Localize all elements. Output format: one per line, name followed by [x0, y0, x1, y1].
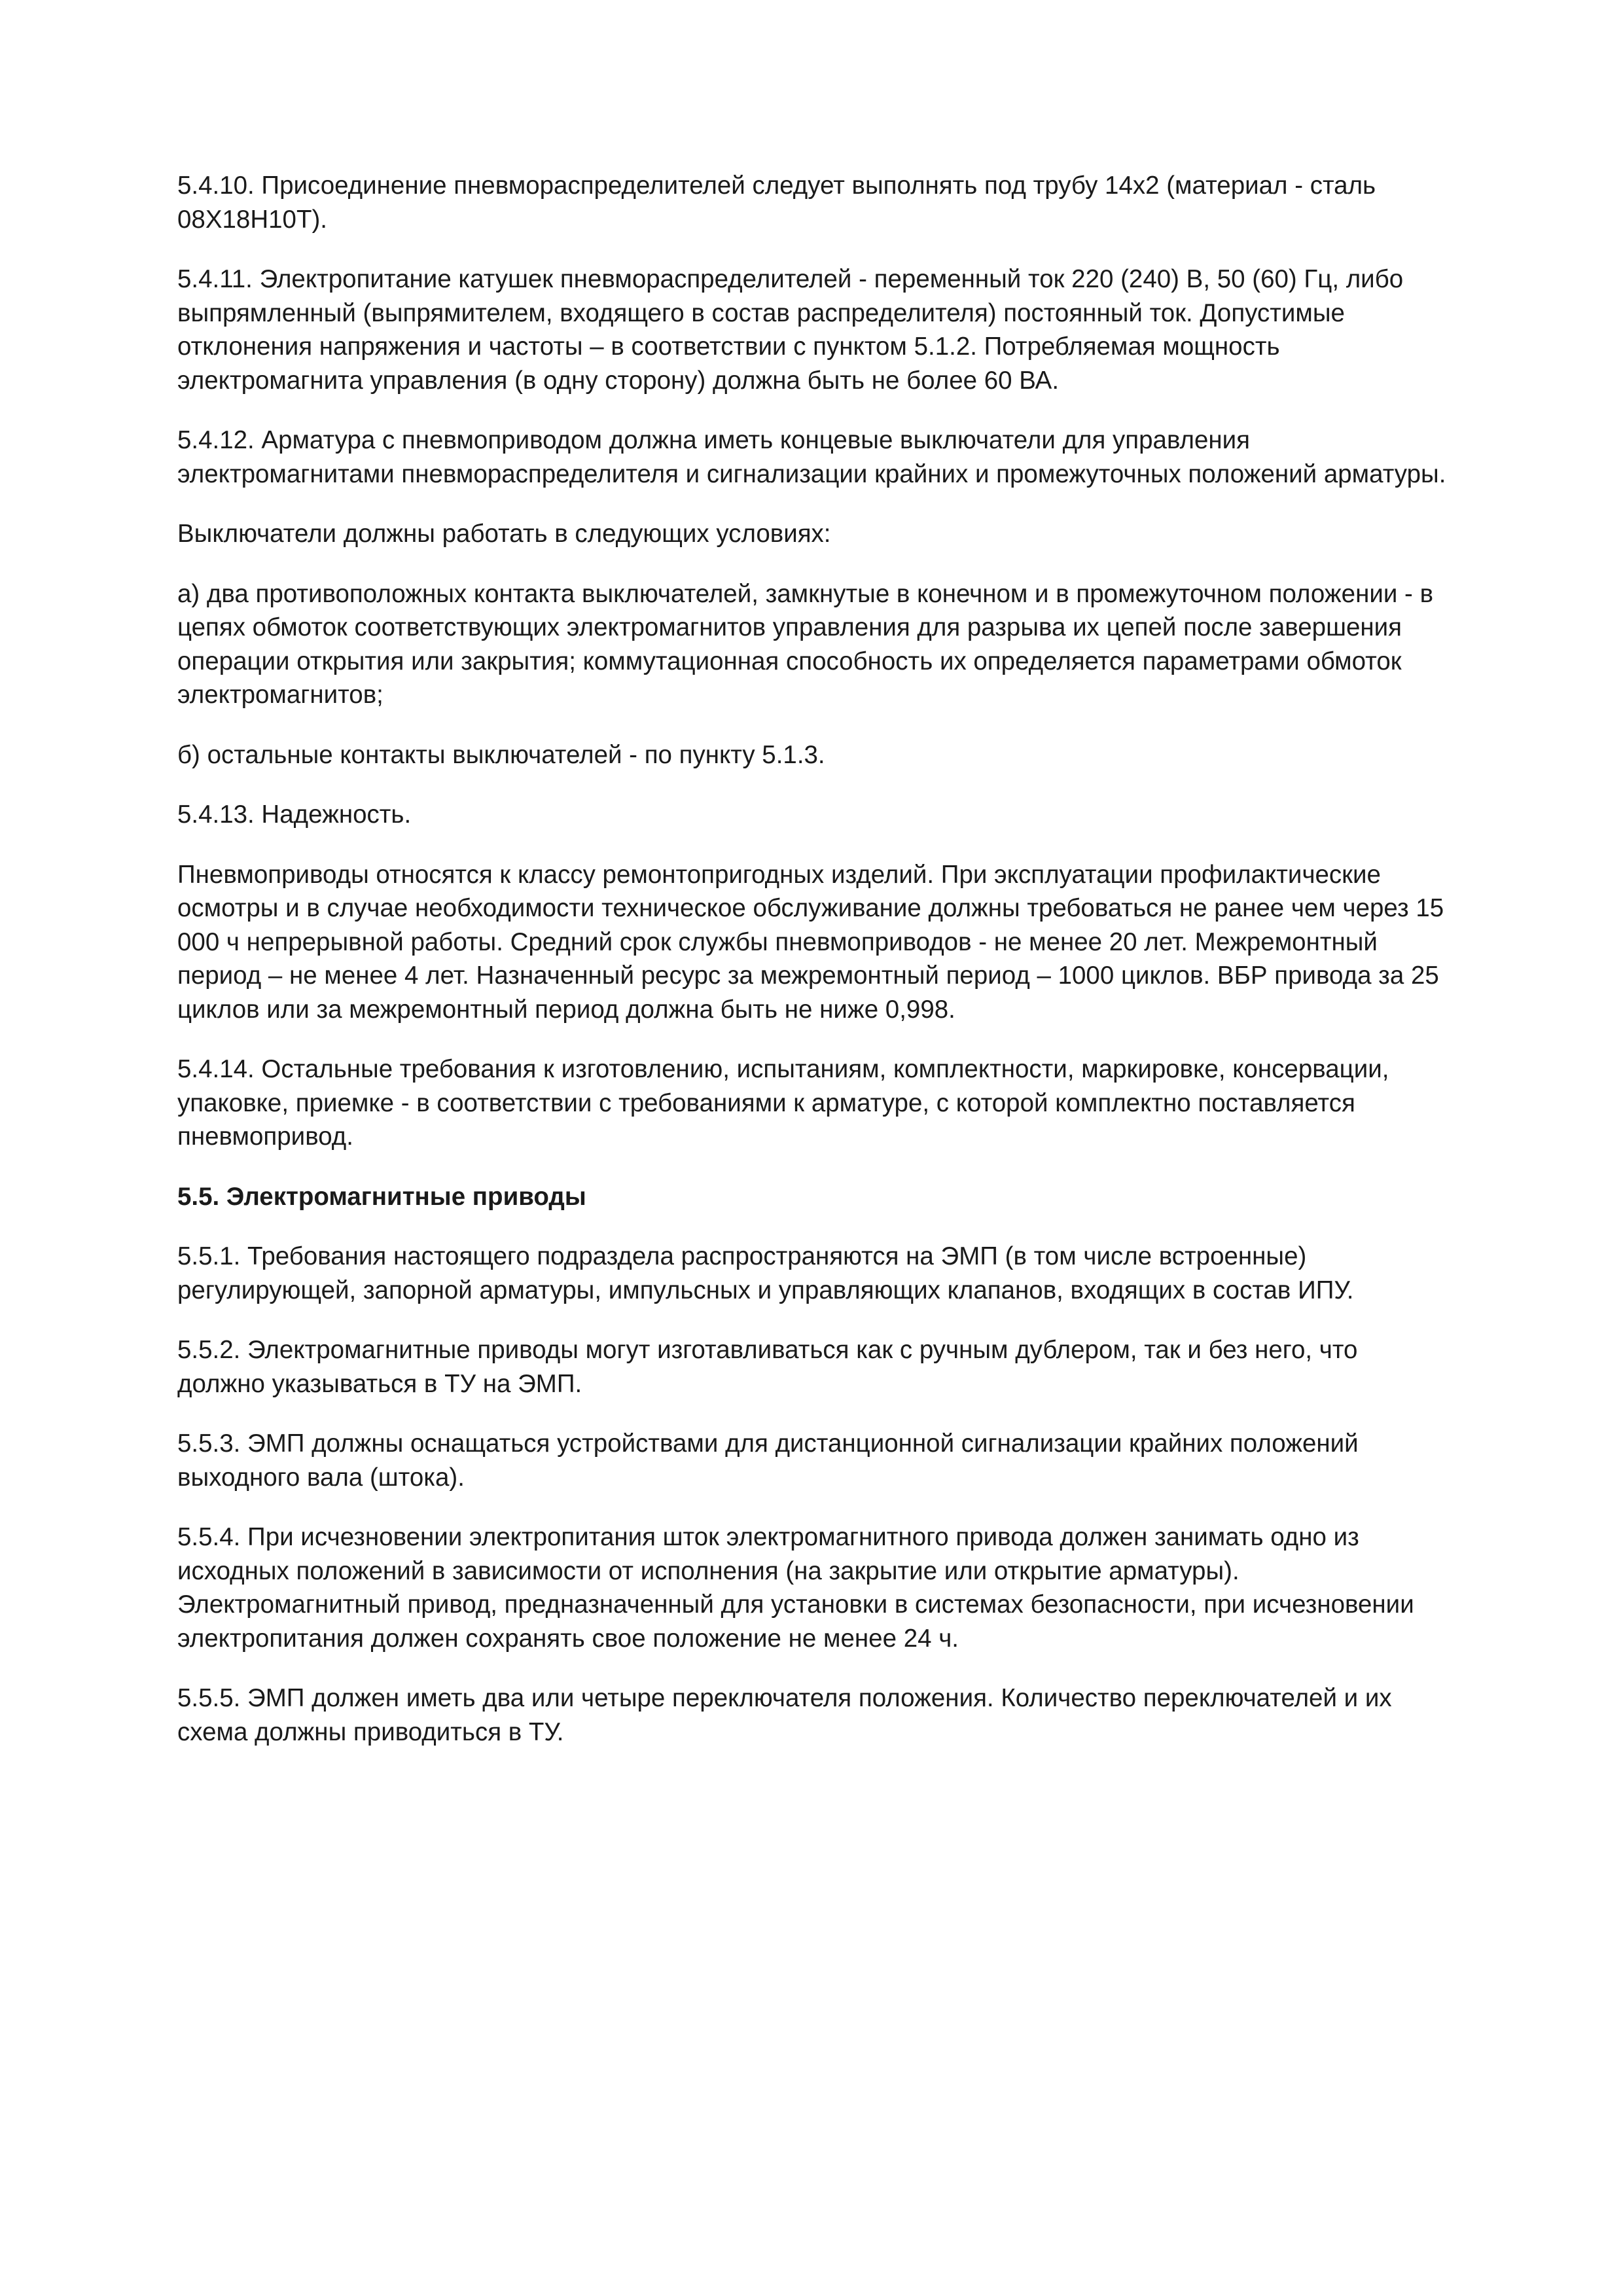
paragraph-5-4-11: 5.4.11. Электропитание катушек пневмораспределителей - переменный ток 220 (240) В, 50 (60) Гц, либо выпрямленный (выпрямителем, входящего в состав распределителя) постоянный ток. Допустимые отклонения напряжения и частоты – в соответствии с пунктом 5.1.2. Потребляемая мощность электромагнита управления (в одну сторону) должна быть не более 60 ВА.: [177, 265, 1404, 395]
paragraph-5-4-13: 5.4.13. Надежность.: [177, 800, 412, 829]
paragraph-item-b: б) остальные контакты выключателей - по пункту 5.1.3.: [177, 740, 825, 769]
paragraph-5-4-10: 5.4.10. Присоединение пневмораспределителей следует выполнять под трубу 14х2 (материал - сталь 08Х18Н10Т).: [177, 171, 1376, 234]
paragraph-reliability: Пневмоприводы относятся к классу ремонтопригодных изделий. При эксплуатации профилактические осмотры и в случае необходимости техническое обслуживание должны требоваться не ранее чем через 15 000 ч непрерывной работы. Средний срок службы пневмоприводов - не менее 20 лет. Межремонтный период – не менее 4 лет. Назначенный ресурс за межремонтный период – 1000 циклов. ВБР привода за 25 циклов или за межремонтный период должна быть не ниже 0,998.: [177, 860, 1444, 1024]
paragraph-5-5-3: 5.5.3. ЭМП должны оснащаться устройствами для дистанционной сигнализации крайних положений выходного вала (штока).: [177, 1429, 1359, 1492]
document-page: [177, 169, 1451, 1775]
paragraph-switch-conditions: Выключатели должны работать в следующих условиях:: [177, 520, 831, 548]
paragraph-5-4-12: 5.4.12. Арматура с пневмоприводом должна иметь концевые выключатели для управления электромагнитами пневмораспределителя и сигнализации крайних и промежуточных положений арматуры.: [177, 426, 1446, 488]
section-heading-5-5: 5.5. Электромагнитные приводы: [177, 1182, 586, 1211]
paragraph-5-4-14: 5.4.14. Остальные требования к изготовлению, испытаниям, комплектности, маркировке, консервации, упаковке, приемке - в соответствии с требованиями к арматуре, с которой комплектно поставляется пневмопривод.: [177, 1055, 1389, 1151]
paragraph-5-5-1: 5.5.1. Требования настоящего подраздела распространяются на ЭМП (в том числе встроенные) регулирующей, запорной арматуры, импульсных и управляющих клапанов, входящих в состав ИПУ.: [177, 1242, 1354, 1304]
paragraph-5-5-5: 5.5.5. ЭМП должен иметь два или четыре переключателя положения. Количество переключателей и их схема должны приводиться в ТУ.: [177, 1684, 1392, 1746]
paragraph-5-5-2: 5.5.2. Электромагнитные приводы могут изготавливаться как с ручным дублером, так и без него, что должно указываться в ТУ на ЭМП.: [177, 1336, 1358, 1398]
paragraph-item-a: а) два противоположных контакта выключателей, замкнутые в конечном и в промежуточном положении - в цепях обмоток соответствующих электромагнитов управления для разрыва их цепей после завершения операции открытия или закрытия; коммутационная способность их определяется параметрами обмоток электромагнитов;: [177, 579, 1434, 709]
paragraph-5-5-4: 5.5.4. При исчезновении электропитания шток электромагнитного привода должен занимать одно из исходных положений в зависимости от исполнения (на закрытие или открытие арматуры). Электромагнитный привод, предназначенный для установки в системах безопасности, при исчезновении электропитания должен сохранять свое положение не менее 24 ч.: [177, 1523, 1414, 1653]
